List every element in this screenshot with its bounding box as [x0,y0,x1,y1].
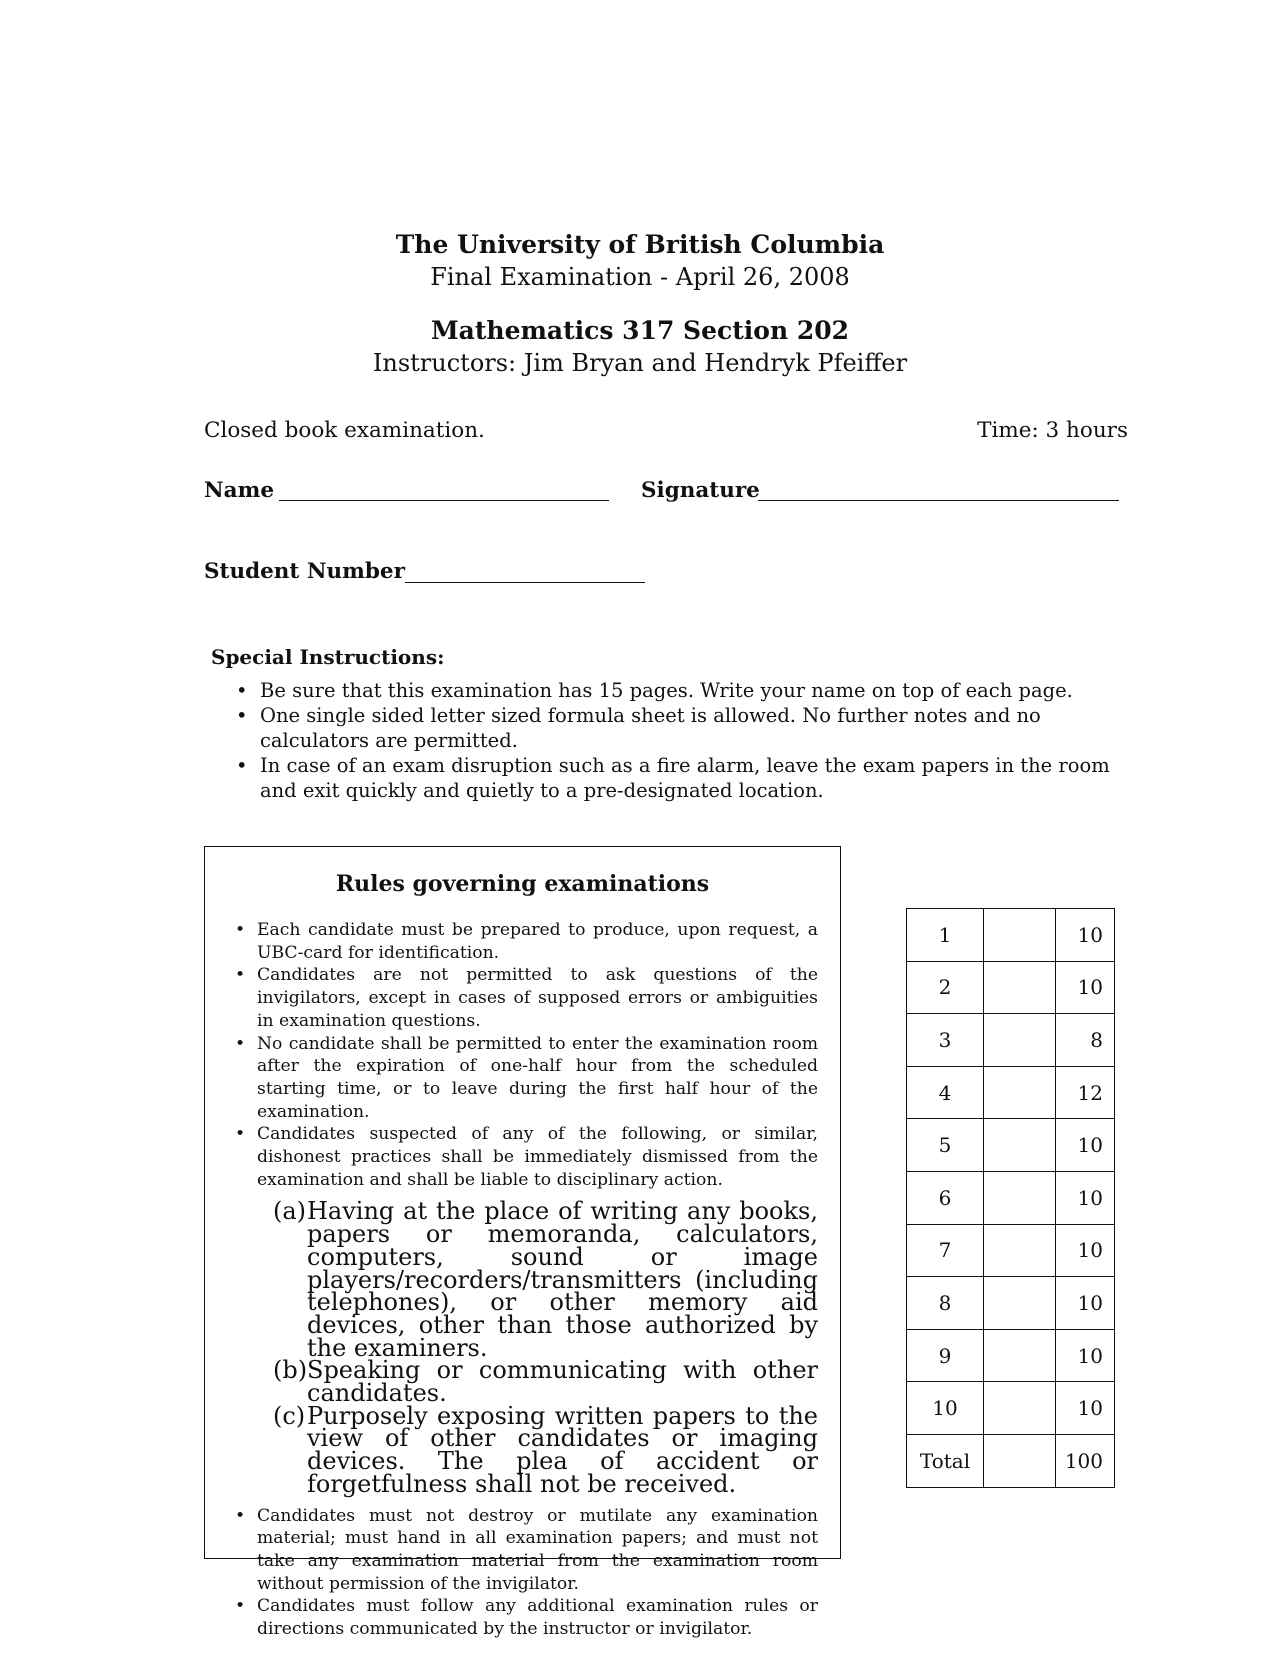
special-instructions-heading: Special Instructions: [211,645,445,669]
table-row [907,1224,1115,1277]
list-item: • Candidates are not permitted to ask questions of the invigilators, except in cases of supposed errors or ambiguities in examination questions. [231,964,818,1032]
course-title: Mathematics 317 Section 202 [430,316,850,345]
score-cell[interactable] [984,1171,1056,1224]
max-points: 100 [1056,1434,1115,1487]
exam-date: Final Examination - April 26, 2008 [430,263,850,291]
question-number: 2 [907,961,984,1014]
table-row [907,1329,1115,1382]
score-cell[interactable] [984,1277,1056,1330]
table-row [907,1277,1115,1330]
list-item: • No candidate shall be permitted to enter the examination room after the expiration of one-half hour from the scheduled starting time, or to leave during the first half hour of the examination. [231,1033,818,1124]
max-points: 10 [1056,1224,1115,1277]
list-item: • One single sided letter sized formula sheet is allowed. No further notes and no calculators are permitted. [230,703,1130,753]
score-cell[interactable] [984,1014,1056,1067]
list-item: • Be sure that this examination has 15 pages. Write your name on top of each page. [230,678,1130,703]
max-points: 10 [1056,1277,1115,1330]
rules-list [231,919,818,1641]
rules-title: Rules governing examinations [335,871,710,897]
question-number: 1 [907,909,984,962]
sub-list-marker: (b) [273,1356,308,1385]
list-item: • In case of an exam disruption such as a fire alarm, leave the exam papers in the room and exit quickly and quietly to a pre-designated location. [230,753,1130,803]
score-cell[interactable] [984,909,1056,962]
sub-list-item [257,1197,818,1362]
question-number: 3 [907,1014,984,1067]
closed-book-note: Closed book examination. [204,418,485,443]
sub-list-marker: (c) [273,1401,306,1430]
list-item: • Candidates must follow any additional examination rules or directions communicated by the instructor or invigilator. [231,1595,818,1640]
university-title: The University of British Columbia [395,230,885,259]
table-row [907,909,1115,962]
question-number: 8 [907,1277,984,1330]
score-cell[interactable] [984,961,1056,1014]
table-row [907,1119,1115,1172]
max-points: 10 [1056,909,1115,962]
list-item: • Candidates must not destroy or mutilate any examination material; must hand in all examination papers; and must not take any examination material from the examination room without permission of the invigilator. [231,1505,818,1596]
max-points: 12 [1056,1066,1115,1119]
max-points: 10 [1056,1119,1115,1172]
score-cell[interactable] [984,1066,1056,1119]
sub-list-marker: (a) [273,1197,307,1226]
instructors: Instructors: Jim Bryan and Hendryk Pfeiffer [372,349,908,377]
student-number-field-line[interactable] [405,582,645,583]
rules-box [204,846,841,1640]
sub-list-item [257,1401,818,1498]
max-points: 10 [1056,1171,1115,1224]
sub-list-text: Having at the place of writing any books, papers or memoranda, calculators, computers, sound or image players/recorders/transmitters (including telephones), or other memory aid devices, other than those authorized by the examiners. [307,1197,818,1362]
max-points: 10 [1056,1329,1115,1382]
marks-table [906,908,1115,1488]
question-number: 10 [907,1382,984,1435]
table-row [907,1066,1115,1119]
sub-list-text: Speaking or communicating with other candidates. [307,1356,818,1408]
max-points: 10 [1056,961,1115,1014]
question-number: Total [907,1434,984,1487]
name-field-line[interactable] [279,500,609,501]
name-label: Name [204,478,275,503]
sub-list [257,1197,818,1498]
score-cell[interactable] [984,1329,1056,1382]
question-number: 4 [907,1066,984,1119]
time-limit: Time: 3 hours [977,418,1128,443]
table-row [907,1382,1115,1435]
list-item-text: Candidates suspected of any of the following, or similar, dishonest practices shall be immediately dismissed from the examination and shall be liable to disciplinary action. [257,1124,818,1190]
student-number-label: Student Number [204,559,405,584]
list-item: • Each candidate must be prepared to produce, upon request, a UBC-card for identification. [231,919,818,964]
question-number: 9 [907,1329,984,1382]
question-number: 5 [907,1119,984,1172]
question-number: 7 [907,1224,984,1277]
list-item [231,1123,818,1498]
sub-list-item [257,1356,818,1408]
table-row [907,1434,1115,1487]
score-cell[interactable] [984,1382,1056,1435]
signature-field-line[interactable] [758,500,1119,501]
signature-label: Signature [641,478,760,503]
table-row [907,1171,1115,1224]
special-instructions-list [230,678,1130,803]
score-cell[interactable] [984,1119,1056,1172]
sub-list-text: Purposely exposing written papers to the view of other candidates or imaging devices. The plea of accident or forgetfulness shall not be received. [307,1401,818,1498]
table-row [907,961,1115,1014]
score-cell[interactable] [984,1434,1056,1487]
max-points: 10 [1056,1382,1115,1435]
score-cell[interactable] [984,1224,1056,1277]
max-points: 8 [1056,1014,1115,1067]
question-number: 6 [907,1171,984,1224]
table-row [907,1014,1115,1067]
